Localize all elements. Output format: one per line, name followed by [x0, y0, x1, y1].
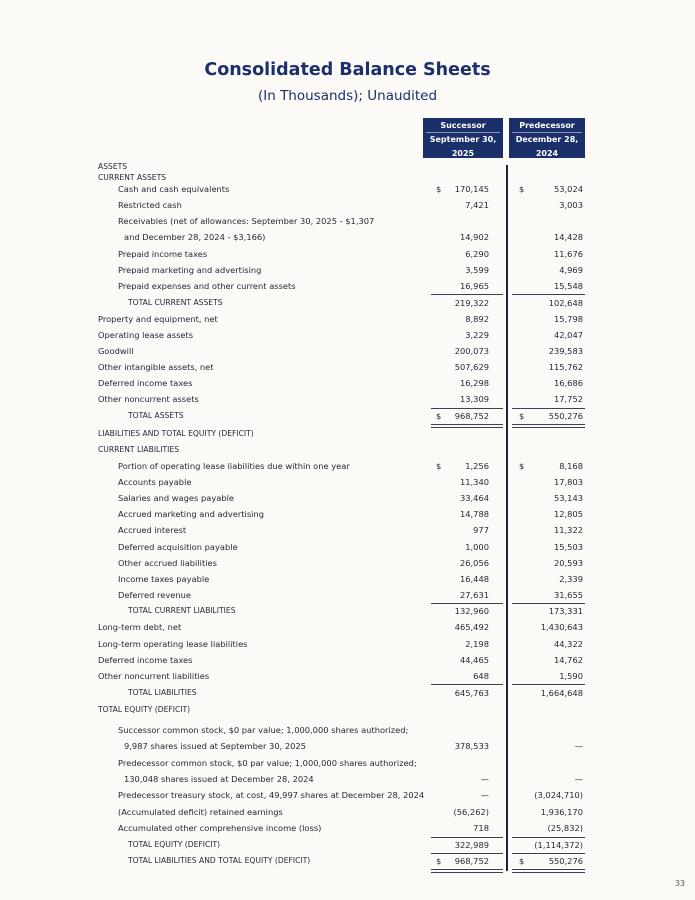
subtotal-row	[0, 837, 695, 853]
predecessor-value: 1,590	[559, 671, 583, 681]
successor-value: 16,298	[459, 378, 489, 388]
predecessor-value: 102,648	[548, 298, 583, 308]
successor-value: 465,492	[454, 622, 489, 632]
double-underline	[512, 869, 585, 873]
predecessor-value: 11,676	[553, 249, 583, 259]
table-row	[0, 213, 695, 229]
predecessor-value: —	[574, 774, 583, 784]
table-row	[0, 262, 695, 278]
predecessor-date-line2: 2024	[535, 148, 559, 158]
predecessor-value: 1,430,643	[540, 622, 583, 632]
section-header	[0, 426, 695, 442]
row-label: Goodwill	[98, 346, 134, 356]
currency-symbol: $	[519, 411, 525, 421]
currency-symbol: $	[519, 184, 525, 194]
table-row	[0, 197, 695, 213]
subtotal-row	[0, 603, 695, 619]
row-label: and December 28, 2024 - $3,166)	[124, 232, 266, 242]
row-label: Successor common stock, $0 par value; 1,000,000 shares authorized;	[118, 725, 409, 735]
table-row	[0, 636, 695, 652]
row-label: TOTAL EQUITY (DEFICIT)	[128, 840, 221, 849]
successor-value: 132,960	[454, 606, 489, 616]
row-label: Accounts payable	[118, 477, 192, 487]
table-row	[0, 587, 695, 603]
successor-value: 1,256	[465, 461, 489, 471]
row-label: 130,048 shares issued at December 28, 2024	[124, 774, 314, 784]
successor-value: —	[480, 774, 489, 784]
predecessor-date-line1: December 28,	[515, 135, 579, 144]
row-label: Income taxes payable	[118, 574, 210, 584]
section-header	[0, 442, 695, 458]
predecessor-value: 14,428	[553, 232, 583, 242]
successor-value: 2,198	[465, 639, 489, 649]
successor-value: 977	[473, 525, 489, 535]
table-row	[0, 490, 695, 506]
predecessor-value: 550,276	[548, 856, 583, 866]
successor-value: 322,989	[454, 840, 489, 850]
table-row	[0, 229, 695, 245]
row-label: TOTAL LIABILITIES	[128, 688, 197, 697]
predecessor-value: 2,339	[559, 574, 583, 584]
row-label: CURRENT LIABILITIES	[98, 445, 180, 454]
table-row	[0, 555, 695, 571]
table-row	[0, 278, 695, 294]
successor-value: —	[480, 790, 489, 800]
successor-value: 718	[473, 823, 489, 833]
successor-value: 8,892	[465, 314, 489, 324]
table-row	[0, 539, 695, 555]
row-label: LIABILITIES AND TOTAL EQUITY (DEFICIT)	[98, 429, 254, 438]
row-label: TOTAL EQUITY (DEFICIT)	[98, 705, 191, 714]
successor-value: 26,056	[459, 558, 489, 568]
predecessor-value: 31,655	[553, 590, 583, 600]
double-underline	[431, 869, 503, 873]
predecessor-value: 115,762	[548, 362, 583, 372]
predecessor-value: 3,003	[559, 200, 583, 210]
table-row	[0, 571, 695, 587]
row-label: Restricted cash	[118, 200, 182, 210]
row-label: Receivables (net of allowances: September 30, 2025 - $1,307	[118, 216, 375, 226]
successor-value: 378,533	[454, 741, 489, 751]
predecessor-value: 15,548	[553, 281, 583, 291]
table-row	[0, 458, 695, 474]
successor-value: 507,629	[454, 362, 489, 372]
table-row	[0, 343, 695, 359]
table-row	[0, 652, 695, 668]
successor-value: 6,290	[465, 249, 489, 259]
predecessor-label: Predecessor	[519, 121, 575, 130]
page-subtitle: (In Thousands); Unaudited	[257, 88, 438, 104]
successor-value: 44,465	[459, 655, 489, 665]
row-label: Other noncurrent liabilities	[98, 671, 210, 681]
row-label: Long-term debt, net	[98, 622, 182, 632]
predecessor-value: 53,024	[553, 184, 583, 194]
predecessor-value: 4,969	[559, 265, 583, 275]
row-label: Accrued interest	[118, 525, 187, 535]
table-row	[0, 246, 695, 262]
row-label: Accrued marketing and advertising	[118, 509, 264, 519]
predecessor-value: 550,276	[548, 411, 583, 421]
currency-symbol: $	[436, 411, 442, 421]
predecessor-value: 239,583	[548, 346, 583, 356]
predecessor-value: 16,686	[553, 378, 583, 388]
successor-value: 16,965	[459, 281, 489, 291]
total-row	[0, 853, 695, 869]
predecessor-value: 53,143	[553, 493, 583, 503]
currency-symbol: $	[519, 461, 525, 471]
predecessor-value: (1,114,372)	[534, 840, 583, 850]
successor-value: 968,752	[454, 856, 489, 866]
successor-value: 219,322	[454, 298, 489, 308]
table-row	[0, 474, 695, 490]
successor-value: 16,448	[459, 574, 489, 584]
row-label: CURRENT ASSETS	[98, 173, 167, 182]
row-label: Prepaid income taxes	[118, 249, 208, 259]
predecessor-value: 44,322	[553, 639, 583, 649]
row-label: Other accrued liabilities	[118, 558, 217, 568]
successor-label: Successor	[440, 121, 486, 130]
predecessor-value: 17,752	[553, 394, 583, 404]
row-label: Accumulated other comprehensive income (loss)	[118, 823, 322, 833]
row-label: (Accumulated deficit) retained earnings	[118, 807, 283, 817]
row-label: TOTAL CURRENT LIABILITIES	[128, 606, 236, 615]
predecessor-value: 1,936,170	[540, 807, 583, 817]
row-label: Deferred income taxes	[98, 378, 193, 388]
section-header	[0, 702, 695, 718]
table-row	[0, 804, 695, 820]
row-label: Deferred acquisition payable	[118, 542, 238, 552]
successor-date-line2: 2025	[451, 148, 475, 158]
page-number: 33	[674, 879, 685, 888]
row-label: Prepaid expenses and other current assets	[118, 281, 296, 291]
row-label: Deferred revenue	[118, 590, 191, 600]
row-label: Other intangible assets, net	[98, 362, 214, 372]
row-label: Predecessor treasury stock, at cost, 49,997 shares at December 28, 2024	[118, 790, 425, 800]
predecessor-value: 14,762	[553, 655, 583, 665]
predecessor-value: (25,832)	[547, 823, 583, 833]
table-row	[0, 506, 695, 522]
table-row	[0, 738, 695, 754]
row-label: ASSETS	[98, 162, 128, 171]
table-row	[0, 755, 695, 771]
predecessor-value: 20,593	[553, 558, 583, 568]
successor-value: 3,229	[465, 330, 489, 340]
successor-date-line1: September 30,	[429, 135, 497, 144]
successor-value: 1,000	[465, 542, 489, 552]
row-label: Long-term operating lease liabilities	[98, 639, 248, 649]
table-row	[0, 722, 695, 738]
successor-value: 11,340	[459, 477, 489, 487]
successor-value: 3,599	[465, 265, 489, 275]
row-label: Portion of operating lease liabilities due within one year	[118, 461, 350, 471]
table-row	[0, 359, 695, 375]
predecessor-value: —	[574, 741, 583, 751]
total-row	[0, 408, 695, 424]
table-row	[0, 820, 695, 836]
predecessor-value: 173,331	[548, 606, 583, 616]
table-row	[0, 181, 695, 197]
row-label: Salaries and wages payable	[118, 493, 234, 503]
successor-value: 968,752	[454, 411, 489, 421]
table-row	[0, 311, 695, 327]
row-label: Prepaid marketing and advertising	[118, 265, 262, 275]
row-label: TOTAL CURRENT ASSETS	[128, 298, 223, 307]
row-label: TOTAL LIABILITIES AND TOTAL EQUITY (DEFICIT)	[128, 856, 311, 865]
predecessor-value: 8,168	[559, 461, 583, 471]
subtotal-row	[0, 685, 695, 701]
predecessor-value: 11,322	[553, 525, 583, 535]
table-row	[0, 327, 695, 343]
row-label: Cash and cash equivalents	[118, 184, 230, 194]
successor-value: 14,788	[459, 509, 489, 519]
currency-symbol: $	[436, 184, 442, 194]
table-row	[0, 522, 695, 538]
predecessor-value: 17,803	[553, 477, 583, 487]
successor-value: 200,073	[454, 346, 489, 356]
page-title: Consolidated Balance Sheets	[204, 60, 491, 80]
table-row	[0, 668, 695, 684]
predecessor-value: 12,805	[553, 509, 583, 519]
successor-value: 13,309	[459, 394, 489, 404]
row-label: Property and equipment, net	[98, 314, 218, 324]
successor-value: 33,464	[459, 493, 489, 503]
table-row	[0, 771, 695, 787]
currency-symbol: $	[436, 856, 442, 866]
predecessor-value: 1,664,648	[540, 688, 583, 698]
successor-value: 7,421	[465, 200, 489, 210]
table-row	[0, 619, 695, 635]
row-label: Other noncurrent assets	[98, 394, 199, 404]
predecessor-value: 42,047	[553, 330, 583, 340]
row-label: Deferred income taxes	[98, 655, 193, 665]
table-row	[0, 787, 695, 803]
successor-value: 170,145	[454, 184, 489, 194]
currency-symbol: $	[519, 856, 525, 866]
predecessor-value: (3,024,710)	[534, 790, 583, 800]
successor-value: 645,763	[454, 688, 489, 698]
row-label: 9,987 shares issued at September 30, 2025	[124, 741, 306, 751]
successor-value: 14,902	[459, 232, 489, 242]
currency-symbol: $	[436, 461, 442, 471]
table-row	[0, 391, 695, 407]
table-row	[0, 375, 695, 391]
successor-value: (56,262)	[453, 807, 489, 817]
subtotal-row	[0, 295, 695, 311]
successor-value: 648	[473, 671, 489, 681]
row-label: Predecessor common stock, $0 par value; 1,000,000 shares authorized;	[118, 758, 417, 768]
successor-value: 27,631	[459, 590, 489, 600]
predecessor-value: 15,798	[553, 314, 583, 324]
row-label: Operating lease assets	[98, 330, 194, 340]
row-label: TOTAL ASSETS	[128, 411, 184, 420]
predecessor-value: 15,503	[553, 542, 583, 552]
